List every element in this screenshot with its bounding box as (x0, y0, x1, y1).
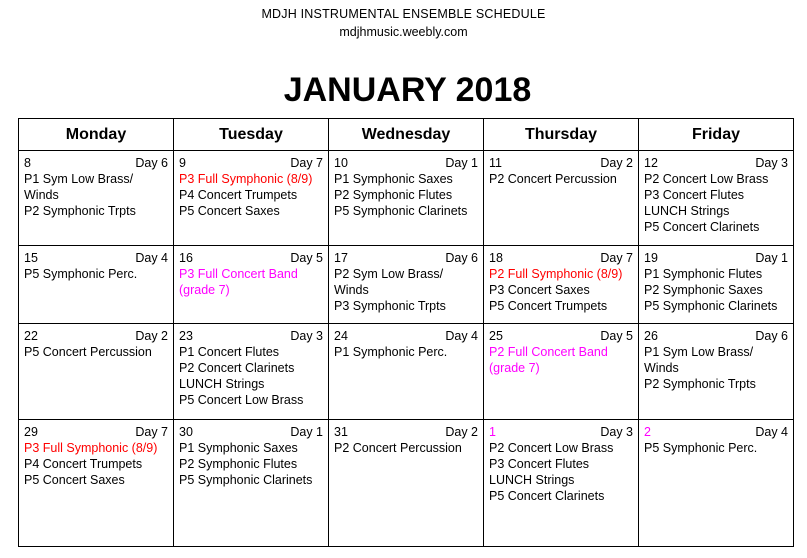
schedule-event: P2 Concert Low Brass (644, 172, 769, 186)
week-row (19, 246, 794, 324)
schedule-event: P3 Concert Flutes (489, 457, 590, 471)
calendar-grid (18, 118, 794, 547)
schedule-event: P2 Symphonic Trpts (644, 377, 756, 391)
day-cell-header (24, 155, 168, 171)
day-cell (639, 420, 794, 547)
day-cell (19, 246, 174, 324)
week-row (19, 151, 794, 246)
date-number: 19 (644, 251, 658, 265)
rotation-day: Day 1 (445, 156, 478, 170)
day-cell (174, 246, 329, 324)
day-cell-header (644, 424, 788, 440)
schedule-event: P2 Full Symphonic (8/9) (489, 267, 623, 281)
schedule-event: P5 Symphonic Perc. (24, 267, 138, 281)
day-cell-header (489, 155, 633, 171)
schedule-event: P3 Concert Saxes (489, 283, 590, 297)
schedule-event: P1 Symphonic Perc. (334, 345, 448, 359)
date-number: 25 (489, 329, 503, 343)
weekday-header: Thursday (484, 119, 639, 151)
schedule-event: P1 Symphonic Saxes (179, 441, 298, 455)
schedule-event: P3 Full Concert Band (grade 7) (179, 267, 298, 297)
date-number: 12 (644, 156, 658, 170)
week-row (19, 420, 794, 547)
rotation-day: Day 3 (290, 329, 323, 343)
day-cell (329, 246, 484, 324)
day-cell-header (489, 250, 633, 266)
date-number: 30 (179, 425, 193, 439)
rotation-day: Day 4 (135, 251, 168, 265)
day-cell-header (489, 424, 633, 440)
weekday-header: Wednesday (329, 119, 484, 151)
day-cell-header (334, 250, 478, 266)
schedule-event: P3 Symphonic Trpts (334, 299, 446, 313)
schedule-event: P4 Concert Trumpets (24, 457, 143, 471)
weekday-header: Monday (19, 119, 174, 151)
rotation-day: Day 4 (755, 425, 788, 439)
weekday-header: Friday (639, 119, 794, 151)
day-cell (484, 151, 639, 246)
date-number: 23 (179, 329, 193, 343)
day-cell (484, 420, 639, 547)
schedule-event: P1 Concert Flutes (179, 345, 280, 359)
date-number: 9 (179, 156, 186, 170)
rotation-day: Day 5 (290, 251, 323, 265)
day-cell-header (644, 250, 788, 266)
weekday-header-row (19, 119, 794, 151)
date-number: 15 (24, 251, 38, 265)
schedule-event: P4 Concert Trumpets (179, 188, 298, 202)
day-cell (19, 324, 174, 420)
date-number: 17 (334, 251, 348, 265)
schedule-event: P1 Sym Low Brass/ Winds (24, 172, 134, 202)
day-cell-header (24, 250, 168, 266)
day-cell (174, 151, 329, 246)
website-url: mdjhmusic.weebly.com (339, 25, 468, 39)
rotation-day: Day 7 (290, 156, 323, 170)
day-cell (329, 420, 484, 547)
day-cell (639, 246, 794, 324)
rotation-day: Day 1 (755, 251, 788, 265)
schedule-event: P5 Concert Trumpets (489, 299, 608, 313)
date-number: 16 (179, 251, 193, 265)
rotation-day: Day 7 (600, 251, 633, 265)
schedule-event: P3 Concert Flutes (644, 188, 745, 202)
day-cell (329, 151, 484, 246)
day-cell-header (644, 155, 788, 171)
weekday-header: Tuesday (174, 119, 329, 151)
day-cell-header (489, 328, 633, 344)
date-number: 8 (24, 156, 31, 170)
schedule-event: P1 Symphonic Flutes (644, 267, 763, 281)
date-number: 26 (644, 329, 658, 343)
date-number: 18 (489, 251, 503, 265)
schedule-event: LUNCH Strings (489, 473, 575, 487)
schedule-event: P3 Full Symphonic (8/9) (179, 172, 313, 186)
day-cell-header (179, 328, 323, 344)
date-number: 22 (24, 329, 38, 343)
day-cell (639, 324, 794, 420)
day-cell (19, 420, 174, 547)
schedule-event: P5 Concert Clarinets (489, 489, 605, 503)
rotation-day: Day 6 (135, 156, 168, 170)
day-cell-header (644, 328, 788, 344)
rotation-day: Day 6 (445, 251, 478, 265)
schedule-event: P5 Symphonic Clarinets (644, 299, 778, 313)
rotation-day: Day 2 (445, 425, 478, 439)
schedule-event: P5 Concert Clarinets (644, 220, 760, 234)
schedule-event: P1 Symphonic Saxes (334, 172, 453, 186)
schedule-event: P5 Symphonic Clarinets (179, 473, 313, 487)
schedule-event: P5 Symphonic Perc. (644, 441, 758, 455)
date-number: 11 (489, 156, 502, 170)
schedule-event: P2 Symphonic Saxes (644, 283, 763, 297)
schedule-event: P5 Concert Saxes (179, 204, 280, 218)
day-cell-header (334, 155, 478, 171)
day-cell (639, 151, 794, 246)
date-number: 29 (24, 425, 38, 439)
schedule-event: P2 Sym Low Brass/ Winds (334, 267, 444, 297)
schedule-event: P2 Concert Percussion (334, 441, 462, 455)
rotation-day: Day 4 (445, 329, 478, 343)
schedule-event: P5 Concert Low Brass (179, 393, 304, 407)
schedule-event: P2 Full Concert Band (grade 7) (489, 345, 608, 375)
schedule-event: P2 Symphonic Flutes (334, 188, 453, 202)
day-cell (19, 151, 174, 246)
day-cell (484, 324, 639, 420)
rotation-day: Day 1 (290, 425, 323, 439)
school-title: MDJH INSTRUMENTAL ENSEMBLE SCHEDULE (261, 7, 546, 21)
date-number: 31 (334, 425, 348, 439)
day-cell-header (179, 250, 323, 266)
day-cell-header (24, 424, 168, 440)
schedule-event: P2 Concert Percussion (489, 172, 617, 186)
schedule-event: LUNCH Strings (644, 204, 730, 218)
day-cell (174, 324, 329, 420)
rotation-day: Day 2 (600, 156, 633, 170)
day-cell (484, 246, 639, 324)
month-title: JANUARY 2018 (283, 71, 532, 109)
schedule-event: P2 Concert Low Brass (489, 441, 614, 455)
schedule-event: P5 Concert Saxes (24, 473, 125, 487)
schedule-event: P2 Symphonic Trpts (24, 204, 136, 218)
rotation-day: Day 3 (755, 156, 788, 170)
schedule-event: P5 Concert Percussion (24, 345, 152, 359)
date-number: 2 (644, 425, 651, 439)
date-number: 1 (489, 425, 496, 439)
schedule-event: P2 Concert Clarinets (179, 361, 295, 375)
date-number: 24 (334, 329, 348, 343)
rotation-day: Day 7 (135, 425, 168, 439)
date-number: 10 (334, 156, 348, 170)
day-cell-header (179, 424, 323, 440)
schedule-event: P3 Full Symphonic (8/9) (24, 441, 158, 455)
schedule-event: P1 Sym Low Brass/ Winds (644, 345, 754, 375)
day-cell (329, 324, 484, 420)
day-cell-header (179, 155, 323, 171)
rotation-day: Day 2 (135, 329, 168, 343)
rotation-day: Day 5 (600, 329, 633, 343)
week-row (19, 324, 794, 420)
day-cell-header (24, 328, 168, 344)
day-cell-header (334, 328, 478, 344)
schedule-event: LUNCH Strings (179, 377, 265, 391)
rotation-day: Day 6 (755, 329, 788, 343)
day-cell-header (334, 424, 478, 440)
day-cell (174, 420, 329, 547)
schedule-event: P5 Symphonic Clarinets (334, 204, 468, 218)
page-header (0, 6, 807, 40)
schedule-event: P2 Symphonic Flutes (179, 457, 298, 471)
rotation-day: Day 3 (600, 425, 633, 439)
